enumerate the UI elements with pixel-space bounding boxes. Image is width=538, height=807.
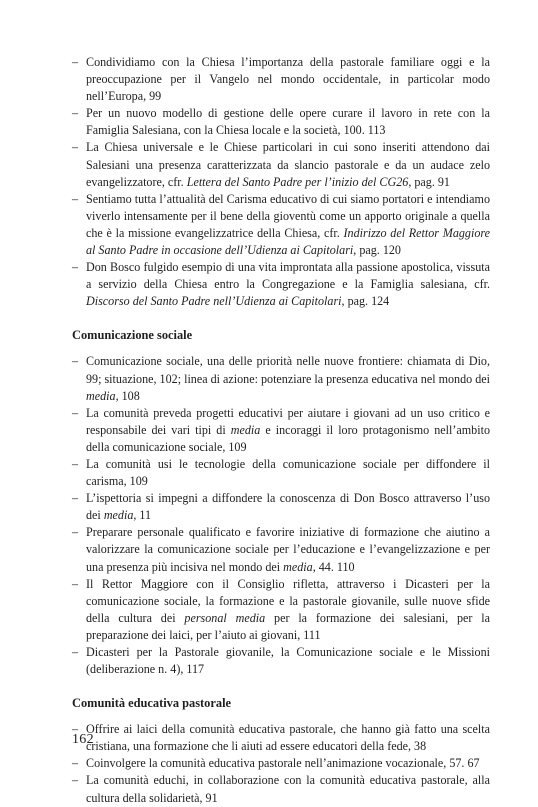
list-item: – Preparare personale qualificato e favorire iniziative di formazione che aiutino a valorizzare la comunicazione sociale per l’educazione e l’evangelizzazione e per una presenza più incisiva nel mondo dei media, 44. 110: [72, 524, 490, 575]
list-item: – La comunità usi le tecnologie della comunicazione sociale per diffondere il carisma, 109: [72, 456, 490, 490]
list-item: – Dicasteri per la Pastorale giovanile, la Comunicazione sociale e le Missioni (deliberazione n. 4), 117: [72, 644, 490, 678]
list-item: – Per un nuovo modello di gestione delle opere curare il lavoro in rete con la Famiglia Salesiana, con la Chiesa locale e la società, 100. 113: [72, 105, 490, 139]
list-item: – Il Rettor Maggiore con il Consiglio rifletta, attraverso i Dicasteri per la comunicazione sociale, la formazione e la pastorale giovanile, sulle nuove sfide della cultura dei personal media per la formazione dei salesiani, per la preparazione dei laici, per l’aiuto ai giovani, 111: [72, 576, 490, 644]
index-list-intro: [72, 54, 490, 310]
section-heading-comunicazione-sociale: Comunicazione sociale: [72, 328, 193, 343]
list-item: – L’ispettoria si impegni a diffondere la conoscenza di Don Bosco attraverso l’uso dei media, 11: [72, 490, 490, 524]
list-item: – La Chiesa universale e le Chiese particolari in cui sono inseriti attendono dai Salesiani una presenza caratterizzata da slancio pastorale e da un audace zelo evangelizzatore, cfr. Lettera del Santo Padre per l’inizio del CG26, pag. 91: [72, 139, 490, 190]
list-item: – Offrire ai laici della comunità educativa pastorale, che hanno già fatto una scelta cristiana, una formazione che li aiuti ad essere educatori della fede, 38: [72, 721, 490, 755]
page-number: 162: [72, 732, 94, 747]
list-item: – Sentiamo tutta l’attualità del Carisma educativo di cui siamo portatori e intendiamo viverlo intensamente per il bene della gioventù come un apporto originale a quella che è la missione evangelizzatrice della Chiesa, cfr. Indirizzo del Rettor Maggiore al Santo Padre in occasione dell’Udienza ai Capitolari, pag. 120: [72, 191, 490, 259]
list-item: – Condividiamo con la Chiesa l’importanza della pastorale familiare oggi e la preoccupazione per il Vangelo nel mondo occidentale, in particolar modo nell’Europa, 99: [72, 54, 490, 105]
list-item: – Comunicazione sociale, una delle priorità nelle nuove frontiere: chiamata di Dio, 99; situazione, 102; linea di azione: potenziare la presenza educativa nel mondo dei media, 108: [72, 353, 490, 404]
list-item: – Don Bosco fulgido esempio di una vita improntata alla passione apostolica, vissuta a servizio della Chiesa entro la Congregazione e la Famiglia salesiana, cfr. Discorso del Santo Padre nell’Udienza ai Capitolari, pag. 124: [72, 259, 490, 310]
list-item: – La comunità preveda progetti educativi per aiutare i giovani ad un uso critico e responsabile dei vari tipi di media e incoraggi il loro protagonismo nell’ambito della comunicazione sociale, 109: [72, 405, 490, 456]
index-list-comunicazione-sociale: [72, 353, 490, 678]
index-list-comunita-educativa-pastorale: [72, 721, 490, 806]
page-body: [72, 54, 490, 807]
list-item: – La comunità educhi, in collaborazione con la comunità educativa pastorale, alla cultura della solidarietà, 91: [72, 772, 490, 806]
section-heading-comunita-educativa-pastorale: Comunità educativa pastorale: [72, 696, 232, 711]
list-item: – Coinvolgere la comunità educativa pastorale nell’animazione vocazionale, 57. 67: [72, 755, 490, 772]
